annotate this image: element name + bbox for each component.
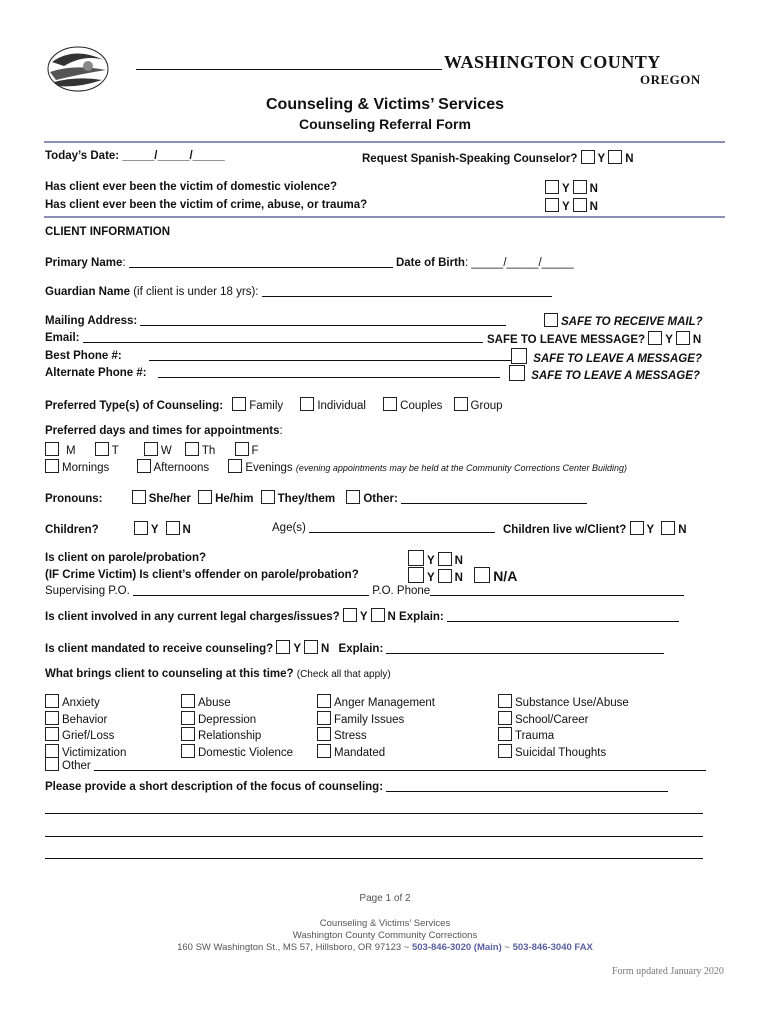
pronoun-label: They/them xyxy=(277,493,336,505)
days-row xyxy=(45,442,259,457)
charges-no-checkbox[interactable] xyxy=(371,608,385,622)
crime-question: Has client ever been the victim of crime, abuse, or trauma? xyxy=(45,199,368,211)
footer-line-1: Counseling & Victims’ Services xyxy=(319,918,451,929)
county-logo xyxy=(44,44,116,94)
types-label: Preferred Type(s) of Counseling: xyxy=(45,400,224,412)
reason-label: Family Issues xyxy=(334,713,405,726)
evening-note: (evening appointments may be held at the Community Corrections Center Building) xyxy=(295,463,628,473)
other-row xyxy=(45,757,706,772)
address-text: 160 SW Washington St., MS 57, Hillsboro, OR 97123 ~ xyxy=(177,942,410,953)
checkbox[interactable] xyxy=(45,744,59,758)
time-label: Evenings xyxy=(245,462,293,474)
reasons-question: What brings client to counseling at this time? xyxy=(45,668,294,680)
na-label: N/A xyxy=(493,568,518,584)
guardian-label: Guardian Name xyxy=(45,286,130,298)
po-phone-label: P.O. Phone xyxy=(372,585,431,597)
children-label: Children? xyxy=(45,524,99,536)
primary-name-label: Primary Name xyxy=(45,257,123,269)
yes-label: Y xyxy=(293,643,301,655)
day-w-checkbox[interactable] xyxy=(144,442,158,456)
offender-na-checkbox[interactable] xyxy=(474,567,490,583)
dv-options xyxy=(545,180,598,195)
reasons-col-2 xyxy=(181,694,293,760)
no-label: N xyxy=(454,555,463,567)
day-label: W xyxy=(160,445,172,457)
po-row xyxy=(45,584,684,597)
spanish-yes-checkbox[interactable] xyxy=(581,150,595,164)
fax-number[interactable]: 503-846-3040 FAX xyxy=(512,942,593,953)
charges-explain-field[interactable] xyxy=(447,610,679,622)
reasons-col-3 xyxy=(317,694,435,760)
yes-label: Y xyxy=(646,524,654,536)
time-evenings-checkbox[interactable] xyxy=(228,459,242,473)
no-label: N xyxy=(625,153,634,165)
parole-options xyxy=(408,550,463,567)
page-subtitle: Counseling Referral Form xyxy=(299,116,471,132)
reason-item[interactable] xyxy=(498,711,629,728)
safe-message-label: SAFE TO LEAVE A MESSAGE? xyxy=(531,370,700,382)
reason-label: Suicidal Thoughts xyxy=(515,746,607,759)
description-field[interactable] xyxy=(386,780,668,792)
parole-question: Is client on parole/probation? xyxy=(45,552,207,564)
checkbox[interactable] xyxy=(181,744,195,758)
checkbox[interactable] xyxy=(317,694,331,708)
checkbox[interactable] xyxy=(45,711,59,725)
reasons-note: (Check all that apply) xyxy=(296,669,391,680)
pronoun-label: He/him xyxy=(215,493,254,505)
crime-options xyxy=(545,198,598,213)
other-checkbox[interactable] xyxy=(45,757,59,771)
checkbox[interactable] xyxy=(181,727,195,741)
pronoun-she-checkbox[interactable] xyxy=(132,490,146,504)
best-phone-field[interactable] xyxy=(149,349,515,361)
crime-yes-checkbox[interactable] xyxy=(545,198,559,212)
email-field[interactable] xyxy=(83,331,483,343)
footer-address xyxy=(0,942,770,953)
reason-item[interactable] xyxy=(317,694,435,711)
no-label: N xyxy=(692,334,702,346)
primary-name-field[interactable] xyxy=(129,256,393,268)
yes-label: Y xyxy=(597,153,606,165)
pronouns-label: Pronouns: xyxy=(45,493,103,505)
checkbox[interactable] xyxy=(45,694,59,708)
no-label: N xyxy=(454,572,463,584)
type-group-checkbox[interactable] xyxy=(454,397,468,411)
guardian-note: (if client is under 18 yrs): xyxy=(133,286,259,298)
reasons-col-4 xyxy=(498,694,629,760)
reason-label: Relationship xyxy=(198,730,262,742)
reason-label: Stress xyxy=(334,730,367,742)
primary-name-row: Primary Name: Date of Birth: _____/_____/_____ xyxy=(45,257,574,269)
safe-message-best xyxy=(511,348,702,365)
reason-label: Domestic Violence xyxy=(198,746,294,759)
reason-label: Abuse xyxy=(198,697,231,709)
checkbox[interactable] xyxy=(498,744,512,758)
checkbox[interactable] xyxy=(498,694,512,708)
yes-label: Y xyxy=(665,334,673,346)
time-afternoons-checkbox[interactable] xyxy=(137,459,151,473)
crime-no-checkbox[interactable] xyxy=(573,198,587,212)
po-phone-field[interactable] xyxy=(430,584,684,596)
po-field[interactable] xyxy=(133,584,369,596)
times-row xyxy=(45,459,627,474)
reason-item[interactable] xyxy=(498,727,629,744)
reason-item[interactable] xyxy=(181,711,293,728)
type-family-checkbox[interactable] xyxy=(232,397,246,411)
offender-no-checkbox[interactable] xyxy=(438,569,452,583)
type-label: Group xyxy=(470,400,503,412)
dob-label: Date of Birth xyxy=(395,257,465,269)
safe-leave xyxy=(487,331,701,346)
reason-item[interactable] xyxy=(317,711,435,728)
description-label: Please provide a short description of the focus of counseling: xyxy=(45,781,384,793)
alt-phone-row xyxy=(45,366,500,379)
reasons-col-1 xyxy=(45,694,126,760)
yes-label: Y xyxy=(150,524,159,536)
separator: ~ xyxy=(504,942,510,953)
checkbox[interactable] xyxy=(317,744,331,758)
safe-message-best-checkbox[interactable] xyxy=(511,348,527,364)
pronoun-he-checkbox[interactable] xyxy=(198,490,212,504)
mailing-label: Mailing Address: xyxy=(45,315,138,327)
reason-item[interactable] xyxy=(45,694,126,711)
type-label: Family xyxy=(249,400,284,412)
day-label: Th xyxy=(201,445,216,457)
no-label: N xyxy=(182,524,191,536)
offender-options xyxy=(408,567,517,584)
spanish-label: Request Spanish-Speaking Counselor? xyxy=(362,153,578,165)
day-t-checkbox[interactable] xyxy=(95,442,109,456)
reason-label: Substance Use/Abuse xyxy=(515,697,629,709)
days-heading: Preferred days and times for appointments: xyxy=(45,425,283,437)
parole-no-checkbox[interactable] xyxy=(438,552,452,566)
footer-line-2: Washington County Community Corrections xyxy=(292,930,478,941)
divider xyxy=(44,216,725,218)
other-field[interactable] xyxy=(94,759,706,771)
time-label: Mornings xyxy=(62,462,110,474)
reason-item[interactable] xyxy=(45,727,126,744)
pronoun-label: Other: xyxy=(363,493,398,505)
todays-date: Today’s Date: _____/_____/_____ xyxy=(45,150,225,162)
guardian-row xyxy=(45,285,552,298)
reason-item[interactable] xyxy=(317,727,435,744)
checkbox[interactable] xyxy=(181,711,195,725)
safe-mail xyxy=(544,313,703,328)
form-updated: Form updated January 2020 xyxy=(612,966,724,977)
description-row xyxy=(45,780,668,793)
ages-field[interactable] xyxy=(309,521,495,533)
parole-yes-checkbox[interactable] xyxy=(408,550,424,566)
no-label: N xyxy=(387,611,396,623)
no-label: N xyxy=(589,201,598,213)
mandated-no-checkbox[interactable] xyxy=(304,640,318,654)
charges-label: Is client involved in any current legal charges/issues? xyxy=(45,611,340,623)
yes-label: Y xyxy=(427,572,435,584)
children-row xyxy=(45,521,191,536)
time-mornings-checkbox[interactable] xyxy=(45,459,59,473)
reason-label: Anger Management xyxy=(334,697,436,709)
offender-question: (IF Crime Victim) Is client’s offender on parole/probation? xyxy=(45,569,359,581)
charges-row xyxy=(45,608,679,623)
yes-label: Y xyxy=(427,555,435,567)
reason-item[interactable] xyxy=(498,694,629,711)
charges-yes-checkbox[interactable] xyxy=(343,608,357,622)
explain-label: Explain: xyxy=(338,643,384,655)
reasons-question-row xyxy=(45,668,391,680)
yes-label: Y xyxy=(359,611,368,623)
pronoun-label: She/her xyxy=(148,493,191,505)
checkbox[interactable] xyxy=(45,727,59,741)
children-yes-checkbox[interactable] xyxy=(134,521,148,535)
type-label: Individual xyxy=(317,400,366,412)
type-individual-checkbox[interactable] xyxy=(300,397,314,411)
live-with-no-checkbox[interactable] xyxy=(661,521,675,535)
reason-label: Depression xyxy=(198,713,257,726)
reason-label: Trauma xyxy=(515,730,555,742)
mailing-row xyxy=(45,314,506,327)
email-row xyxy=(45,331,483,344)
reason-label: School/Career xyxy=(515,713,589,726)
safe-leave-label: SAFE TO LEAVE MESSAGE? xyxy=(487,334,646,346)
safe-message-alt xyxy=(509,365,700,382)
description-line[interactable] xyxy=(45,847,703,859)
time-label: Afternoons xyxy=(153,462,210,474)
explain-label: Explain: xyxy=(399,611,444,623)
description-line[interactable] xyxy=(45,802,703,814)
children-live-with xyxy=(503,521,687,536)
reason-item[interactable] xyxy=(181,727,293,744)
day-label: M xyxy=(66,445,76,457)
checkbox[interactable] xyxy=(181,694,195,708)
live-with-yes-checkbox[interactable] xyxy=(630,521,644,535)
best-phone-row xyxy=(45,349,515,362)
offender-yes-checkbox[interactable] xyxy=(408,567,424,583)
page-number: Page 1 of 2 xyxy=(359,893,411,904)
county-name: WASHINGTON COUNTY xyxy=(444,52,661,72)
type-label: Couples xyxy=(400,400,443,412)
checkbox[interactable] xyxy=(317,711,331,725)
ages-label: Age(s) xyxy=(272,522,306,534)
alt-phone-label: Alternate Phone #: xyxy=(45,367,147,379)
divider xyxy=(44,141,725,143)
alt-phone-field[interactable] xyxy=(158,366,500,378)
reason-label: Anxiety xyxy=(62,697,100,709)
pronoun-other-field[interactable] xyxy=(401,492,587,504)
best-phone-label: Best Phone #: xyxy=(45,350,122,362)
page-title: Counseling & Victims’ Services xyxy=(265,96,505,113)
reason-label: Behavior xyxy=(62,713,108,726)
children-no-checkbox[interactable] xyxy=(166,521,180,535)
checkbox[interactable] xyxy=(498,711,512,725)
day-label: F xyxy=(251,445,259,457)
dob-field[interactable]: _____/_____/_____ xyxy=(471,257,574,269)
client-info-heading: CLIENT INFORMATION xyxy=(45,226,170,238)
pronoun-other-checkbox[interactable] xyxy=(346,490,360,504)
day-label: T xyxy=(111,445,119,457)
children-ages xyxy=(272,521,495,534)
checkbox[interactable] xyxy=(498,727,512,741)
no-label: N xyxy=(678,524,687,536)
header-rule xyxy=(136,69,442,70)
main-phone[interactable]: 503-846-3020 (Main) xyxy=(411,942,502,953)
days-label: Preferred days and times for appointments xyxy=(45,425,280,437)
checkbox[interactable] xyxy=(317,727,331,741)
spanish-no-checkbox[interactable] xyxy=(608,150,622,164)
spanish-question xyxy=(362,150,634,165)
yes-label: Y xyxy=(562,201,570,213)
mandated-row xyxy=(45,640,664,655)
mailing-field[interactable] xyxy=(140,314,506,326)
safe-message-alt-checkbox[interactable] xyxy=(509,365,525,381)
live-with-label: Children live w/Client? xyxy=(503,524,627,536)
dv-yes-checkbox[interactable] xyxy=(545,180,559,194)
day-f-checkbox[interactable] xyxy=(235,442,249,456)
dv-question: Has client ever been the victim of domestic violence? xyxy=(45,181,338,193)
reason-item[interactable] xyxy=(45,711,126,728)
safe-mail-checkbox[interactable] xyxy=(544,313,558,327)
safe-message-label: SAFE TO LEAVE A MESSAGE? xyxy=(533,353,702,365)
guardian-field[interactable] xyxy=(262,285,552,297)
dv-no-checkbox[interactable] xyxy=(573,180,587,194)
email-label: Email: xyxy=(45,332,80,344)
type-couples-checkbox[interactable] xyxy=(383,397,397,411)
safe-leave-yes-checkbox[interactable] xyxy=(648,331,662,345)
reason-item[interactable] xyxy=(181,694,293,711)
po-label: Supervising P.O. xyxy=(45,585,130,597)
no-label: N xyxy=(589,183,598,195)
pronoun-they-checkbox[interactable] xyxy=(261,490,275,504)
mandated-yes-checkbox[interactable] xyxy=(276,640,290,654)
reason-label: Victimization xyxy=(62,746,127,759)
state-name: OREGON xyxy=(640,72,701,87)
safe-mail-label: SAFE TO RECEIVE MAIL? xyxy=(561,316,703,328)
day-th-checkbox[interactable] xyxy=(185,442,199,456)
mandated-label: Is client mandated to receive counseling? xyxy=(45,643,274,655)
safe-leave-no-checkbox[interactable] xyxy=(676,331,690,345)
no-label: N xyxy=(321,643,330,655)
other-label: Other xyxy=(62,760,91,772)
mandated-explain-field[interactable] xyxy=(386,642,664,654)
day-m-checkbox[interactable] xyxy=(45,442,59,456)
pronouns-row xyxy=(45,490,587,505)
reason-label: Mandated xyxy=(334,746,386,759)
yes-label: Y xyxy=(562,183,570,195)
counseling-types xyxy=(45,397,503,412)
reason-label: Grief/Loss xyxy=(62,730,115,742)
description-line[interactable] xyxy=(45,825,703,837)
